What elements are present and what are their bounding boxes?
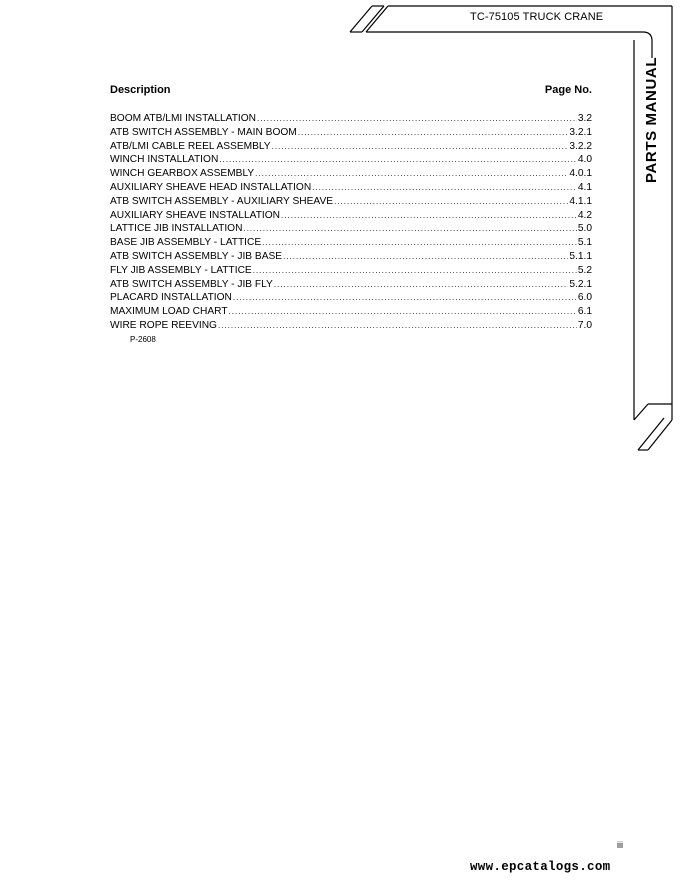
toc-entry-page: 3.2.1 bbox=[569, 126, 592, 138]
toc-entry[interactable] bbox=[110, 291, 592, 305]
toc-entry[interactable] bbox=[110, 222, 592, 236]
leader-dots bbox=[272, 140, 569, 154]
toc-entry-title: AUXILIARY SHEAVE INSTALLATION bbox=[110, 209, 281, 221]
toc-entry-page: 4.0.1 bbox=[569, 168, 592, 180]
leader-dots bbox=[233, 291, 577, 305]
toc-entry-title: ATB SWITCH ASSEMBLY - MAIN BOOM bbox=[110, 126, 297, 138]
page-number: iii bbox=[617, 840, 623, 850]
toc-entry[interactable] bbox=[110, 167, 592, 181]
toc-entry[interactable] bbox=[110, 264, 592, 278]
toc-entry-title: WINCH INSTALLATION bbox=[110, 154, 219, 166]
toc-entry-title: FLY JIB ASSEMBLY - LATTICE bbox=[110, 264, 252, 276]
leader-dots bbox=[312, 181, 577, 195]
toc-entry-title: ATB SWITCH ASSEMBLY - AUXILIARY SHEAVE bbox=[110, 195, 334, 207]
toc-entry-title: ATB/LMI CABLE REEL ASSEMBLY bbox=[110, 140, 271, 152]
toc-entry-title: ATB SWITCH ASSEMBLY - JIB BASE bbox=[110, 250, 283, 262]
leader-dots bbox=[218, 319, 577, 333]
toc-column-description: Description bbox=[110, 84, 171, 96]
toc-entry-page: 4.2 bbox=[577, 209, 592, 221]
leader-dots bbox=[334, 195, 568, 209]
leader-dots bbox=[298, 126, 569, 140]
document-header-title: TC-75105 TRUCK CRANE bbox=[470, 11, 604, 23]
table-of-contents bbox=[110, 112, 592, 333]
toc-entry[interactable] bbox=[110, 140, 592, 154]
leader-dots bbox=[243, 222, 576, 236]
leader-dots bbox=[219, 153, 577, 167]
toc-entry[interactable] bbox=[110, 112, 592, 126]
toc-entry[interactable] bbox=[110, 209, 592, 223]
toc-entry[interactable] bbox=[110, 181, 592, 195]
toc-entry-page: 6.0 bbox=[577, 292, 592, 304]
toc-entry-page: 5.2.1 bbox=[569, 278, 592, 290]
toc-entry-page: 5.2 bbox=[577, 264, 592, 276]
toc-entry-page: 3.2.2 bbox=[569, 140, 592, 152]
leader-dots bbox=[257, 112, 577, 126]
toc-entry-title: PLACARD INSTALLATION bbox=[110, 292, 232, 304]
toc-entry-title: MAXIMUM LOAD CHART bbox=[110, 306, 228, 318]
toc-entry-title: BOOM ATB/LMI INSTALLATION bbox=[110, 113, 257, 124]
toc-entry[interactable] bbox=[110, 319, 592, 333]
toc-entry[interactable] bbox=[110, 195, 592, 209]
leader-dots bbox=[262, 236, 577, 250]
toc-entry-page: 7.0 bbox=[577, 319, 592, 331]
toc-entry-page: 5.0 bbox=[577, 223, 592, 235]
toc-entry-title: WIRE ROPE REEVING bbox=[110, 319, 217, 331]
leader-dots bbox=[255, 167, 568, 181]
toc-entry-title: AUXILIARY SHEAVE HEAD INSTALLATION bbox=[110, 181, 312, 193]
toc-entry-page: 4.1.1 bbox=[569, 195, 592, 207]
leader-dots bbox=[281, 209, 577, 223]
toc-entry[interactable] bbox=[110, 153, 592, 167]
toc-entry-page: 3.2 bbox=[577, 113, 592, 124]
side-tab-label: PARTS MANUAL bbox=[643, 56, 660, 183]
leader-dots bbox=[283, 250, 568, 264]
toc-entry-title: ATB SWITCH ASSEMBLY - JIB FLY bbox=[110, 278, 273, 290]
toc-entry-page: 4.1 bbox=[577, 181, 592, 193]
leader-dots bbox=[274, 278, 568, 292]
toc-entry[interactable] bbox=[110, 236, 592, 250]
leader-dots bbox=[229, 305, 577, 319]
toc-entry[interactable] bbox=[110, 126, 592, 140]
toc-entry-title: LATTICE JIB INSTALLATION bbox=[110, 223, 243, 235]
toc-column-page: Page No. bbox=[544, 84, 592, 96]
toc-entry[interactable] bbox=[110, 305, 592, 319]
toc-entry[interactable] bbox=[110, 278, 592, 292]
toc-entry[interactable] bbox=[110, 250, 592, 264]
toc-entry-page: 4.0 bbox=[577, 154, 592, 166]
toc-entry-page: 5.1.1 bbox=[569, 250, 592, 262]
drawing-number: P-2608 bbox=[130, 335, 156, 344]
toc-entry-page: 5.1 bbox=[577, 237, 592, 249]
toc-entry-page: 6.1 bbox=[577, 306, 592, 318]
toc-entry-title: WINCH GEARBOX ASSEMBLY bbox=[110, 168, 255, 180]
watermark-url: www.epcatalogs.com bbox=[470, 860, 611, 874]
toc-entry-title: BASE JIB ASSEMBLY - LATTICE bbox=[110, 237, 262, 249]
leader-dots bbox=[253, 264, 577, 278]
